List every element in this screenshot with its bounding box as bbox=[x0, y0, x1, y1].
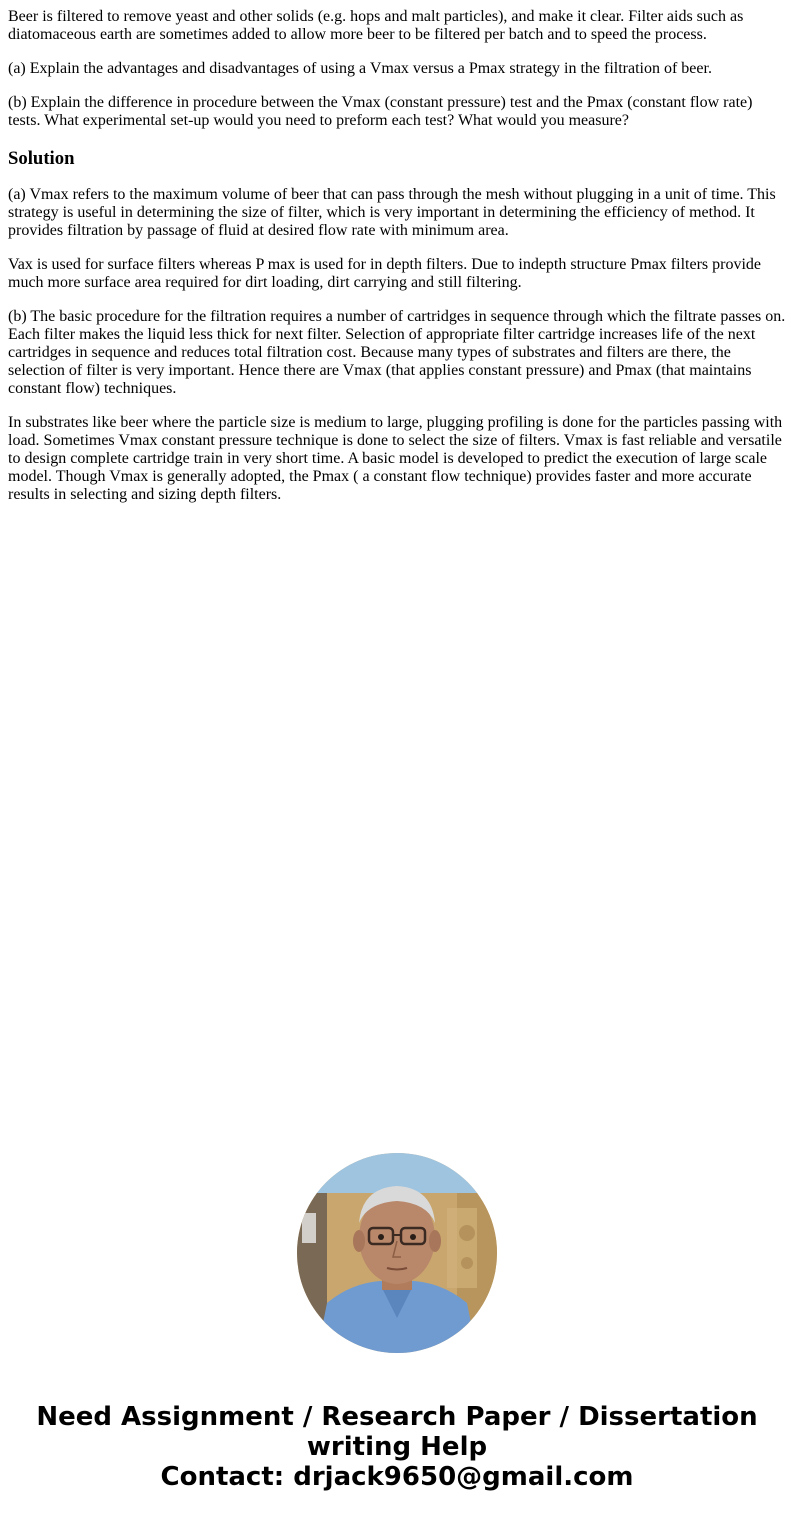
promo-line-2: writing Help bbox=[306, 1432, 488, 1462]
question-intro: Beer is filtered to remove yeast and other solids (e.g. hops and malt particles), and make it clear. Filter aids such as diatomaceous earth are sometimes added to allow more beer to be filtered per batch and to speed the process. bbox=[8, 8, 744, 43]
question-part-b: (b) Explain the difference in procedure between the Vmax (constant pressure) test and the Pmax (constant flow rate) tests. What experimental set-up would you need to preform each test? What would you measure? bbox=[8, 94, 753, 129]
solution-paragraph-1: (a) Vmax refers to the maximum volume of beer that can pass through the mesh without plugging in a unit of time. This strategy is useful in determining the size of filter, which is very important in determining the efficiency of method. It provides filtration by passage of fluid at desired flow rate with minimum area. bbox=[8, 186, 776, 239]
solution-paragraph-3: (b) The basic procedure for the filtration requires a number of cartridges in sequence through which the filtrate passes on. Each filter makes the liquid less thick for next filter. Selection of appropriate filter cartridge increases life of the next cartridges in sequence and reduces total filtration cost. Because many types of substrates and filters are there, the selection of filter is very important. Hence there are Vmax (that applies constant pressure) and Pmax (that maintains constant flow) techniques. bbox=[8, 308, 786, 397]
avatar-photo bbox=[297, 1153, 497, 1353]
promo-banner bbox=[0, 1402, 794, 1492]
question-part-a: (a) Explain the advantages and disadvantages of using a Vmax versus a Pmax strategy in the filtration of beer. bbox=[8, 60, 712, 77]
solution-paragraph-4: In substrates like beer where the particle size is medium to large, plugging profiling is done for the particles passing with load. Sometimes Vmax constant pressure technique is done to select the size of filters. Vmax is fast reliable and versatile to design complete cartridge train in very short time. A basic model is developed to predict the execution of large scale model. Though Vmax is generally adopted, the Pmax ( a constant flow technique) provides faster and more accurate results in selecting and sizing depth filters. bbox=[8, 414, 783, 503]
author-avatar bbox=[297, 1153, 497, 1353]
solution-heading: Solution bbox=[8, 148, 75, 169]
promo-contact: Contact: drjack9650@gmail.com bbox=[160, 1462, 634, 1492]
solution-paragraph-2: Vax is used for surface filters whereas P max is used for in depth filters. Due to indepth structure Pmax filters provide much more surface area required for dirt loading, dirt carrying and still filtering. bbox=[8, 256, 761, 291]
promo-line-1: Need Assignment / Research Paper / Dissertation bbox=[36, 1402, 758, 1432]
document-body bbox=[8, 0, 786, 520]
